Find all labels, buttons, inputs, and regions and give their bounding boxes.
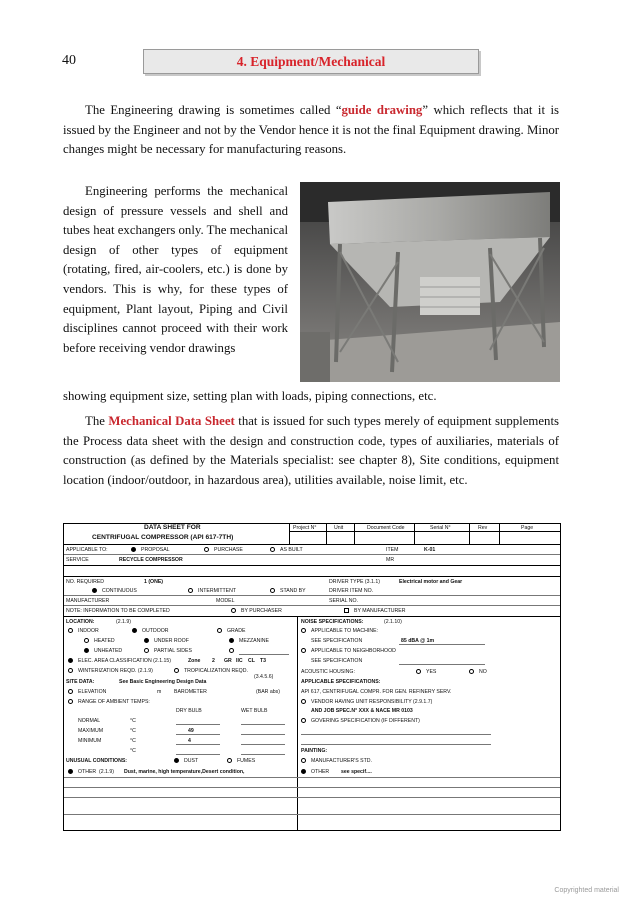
radio-indoor[interactable] <box>68 628 73 633</box>
radio-other-painting[interactable] <box>301 769 306 774</box>
radio-other-location[interactable] <box>229 648 234 653</box>
no-required-value: 1 (ONE) <box>144 579 164 585</box>
radio-applicable-machine[interactable] <box>301 628 306 633</box>
copyright-notice: Copyrighted material <box>554 887 619 894</box>
radio-continuous[interactable] <box>92 588 97 593</box>
radio-outdoor[interactable] <box>132 628 137 633</box>
page-number: 40 <box>62 53 76 68</box>
radio-purchase[interactable] <box>204 547 209 552</box>
min-temp-value: 4 <box>188 738 191 744</box>
radio-by-purchaser[interactable] <box>231 608 236 613</box>
radio-intermittent[interactable] <box>188 588 193 593</box>
paragraph-mechanical-design-cont: showing equipment size, setting plan with loads, piping connections, etc. <box>63 389 437 403</box>
note-info: NOTE: INFORMATION TO BE COMPLETED <box>66 608 170 614</box>
chapter-title: 4. Equipment/Mechanical <box>236 54 386 69</box>
paragraph-mechanical-design: Engineering performs the mechanical design of pressure vessels and shell and tubes heat exchangers only. The mechanical design of other types of equipment (rotating, fired, air-coolers, etc.) is done by vendors. This is why, for these types of equipment, Plant layout, Piping and Civil disciplines cannot proceed with their work before receiving vendor drawings <box>63 184 288 355</box>
radio-other-unusual[interactable] <box>68 769 73 774</box>
radio-vendor-responsibility[interactable] <box>301 699 306 704</box>
hdr-project: Project N° <box>293 525 317 531</box>
radio-mezzanine[interactable] <box>229 638 234 643</box>
term-mechanical-data-sheet: Mechanical Data Sheet <box>108 414 235 428</box>
radio-proposal[interactable] <box>131 547 136 552</box>
label-applicable-to: APPLICABLE TO: <box>66 547 108 553</box>
radio-fumes[interactable] <box>227 758 232 763</box>
hdr-document-code: Document Code <box>367 525 405 531</box>
hdr-unit: Unit <box>334 525 344 531</box>
max-temp-value: 49 <box>188 728 194 734</box>
other-painting-value: see specif.... <box>341 769 372 775</box>
driver-type-value: Electrical motor and Gear <box>399 579 463 585</box>
hdr-page: Page <box>521 525 534 531</box>
radio-range-temps[interactable] <box>68 699 73 704</box>
chapter-banner <box>143 49 479 74</box>
term-guide-drawing: guide drawing <box>341 103 423 117</box>
checkbox-by-manufacturer[interactable] <box>344 608 349 613</box>
radio-tropicalization[interactable] <box>174 668 179 673</box>
sheet-title: DATA SHEET FOR <box>144 524 201 531</box>
radio-winterization[interactable] <box>68 668 73 673</box>
radio-unheated[interactable] <box>84 648 89 653</box>
radio-dust[interactable] <box>174 758 179 763</box>
radio-partial-sides[interactable] <box>144 648 149 653</box>
noise-spec-value: 85 dBA @ 1m <box>401 638 435 644</box>
api-spec-line: API 617, CENTRIFUGAL COMPR. FOR GEN. REFINERY SERV. <box>301 689 452 695</box>
radio-as-built[interactable] <box>270 547 275 552</box>
data-sheet-form: DATA SHEET FOR CENTRIFUGAL COMPRESSOR (API 617-7TH) Project N° Unit Document Code Serial N° Rev Page APPLICABLE TO: PROPOSAL PURCHASE AS BUILT ITEM K-01 SERVICE RECYCLE COMPRESSOR MR NO. REQUIRED 1 (ONE) DRIVER TYPE (3.1.1) Electrical motor and Gear CONTINUOUS INTERMITTENT STAND BY DRIVER ITEM NO. MANUFACTURER MODEL SERIAL NO. NOTE: INFORMATION TO BE COMPLETED BY PURCHASER BY MANUFACTURER LOCATION: (2.1.9) INDOOR OUTDOOR GRADE HEATED UNDER ROOF MEZZANINE UNHEATED PARTIAL SIDES ELEC. AREA CLASSIFICATION (2.1.15) Zone 2 GR IIC CL T3 WINTERIZATION REQD. (2.1.9) TROPICALIZATION REQD. (3.4.5.6) SITE DATA: See Basic Engineering Design Data ELEVATION m BAROMETER (BAR abs) RANGE OF AMBIENT TEMPS: DRY BULB WET BULB NORMAL °C MAXIMUM °C 49 MINIMUM °C 4 °C UNUSUAL CONDITIONS: DUST FUMES OTHER (2.1.9) Dust, marine, high temperature,Desert condition, NOISE SPECIFICATIONS: (2.1.10) APPLICABLE TO MACHINE: SEE SPECIFICATION 85 dBA @ 1m APPLICABLE TO NEIGHBORHOOD SEE SPECIFICATION ACOUSTIC HOUSING: YES NO APPLICABLE SPECIFICATIONS: API 617, CENTRIFUGAL COMPR. FOR GEN. REFINERY SERV. VENDOR HAVING UNIT RESPONSIBILITY (2.9.1.7) AND JOB SPEC.N° XXX & NACE MR 0103 GOVERING SPECIFICATION (IF DIFFERENT) PAINTING: MANUFACTURER'S STD. OTHER see specif.... <box>63 523 561 831</box>
hdr-serial: Serial N° <box>430 525 451 531</box>
paragraph-guide-drawing: The Engineering drawing is sometimes called “guide drawing” which reflects that it is issued by the Engineer and not by the Vendor hence it is not the final Equipment drawing. Minor changes might be necessary for manufacturing reasons. <box>63 103 559 157</box>
radio-manufacturer-std[interactable] <box>301 758 306 763</box>
equipment-photo <box>300 182 560 382</box>
radio-grade[interactable] <box>217 628 222 633</box>
hdr-rev: Rev <box>478 525 488 531</box>
radio-under-roof[interactable] <box>144 638 149 643</box>
other-unusual-value: Dust, marine, high temperature,Desert condition, <box>124 769 245 775</box>
item-value: K-01 <box>424 547 436 553</box>
radio-acoustic-yes[interactable] <box>416 669 421 674</box>
job-spec-value: AND JOB SPEC.N° XXX & NACE MR 0103 <box>311 708 413 714</box>
radio-heated[interactable] <box>84 638 89 643</box>
radio-governing-spec[interactable] <box>301 718 306 723</box>
sheet-subtitle: CENTRIFUGAL COMPRESSOR (API 617-7TH) <box>92 534 234 541</box>
paragraph-mechanical-data-sheet: The Mechanical Data Sheet that is issued for such types merely of equipment supplements the Process data sheet with the design and construction code, types of auxiliaries, materials of construction (as defined by the Materials specialist: see chapter 8), Site conditions, equipment location (indoor/outdoor, in hazardous area), utilities available, noise limit, etc. <box>63 414 559 487</box>
radio-elevation[interactable] <box>68 689 73 694</box>
radio-acoustic-no[interactable] <box>469 669 474 674</box>
radio-applicable-neighborhood[interactable] <box>301 648 306 653</box>
radio-stand-by[interactable] <box>270 588 275 593</box>
radio-elec-area[interactable] <box>68 658 73 663</box>
site-data-value: See Basic Engineering Design Data <box>119 679 207 685</box>
service-value: RECYCLE COMPRESSOR <box>119 557 183 563</box>
